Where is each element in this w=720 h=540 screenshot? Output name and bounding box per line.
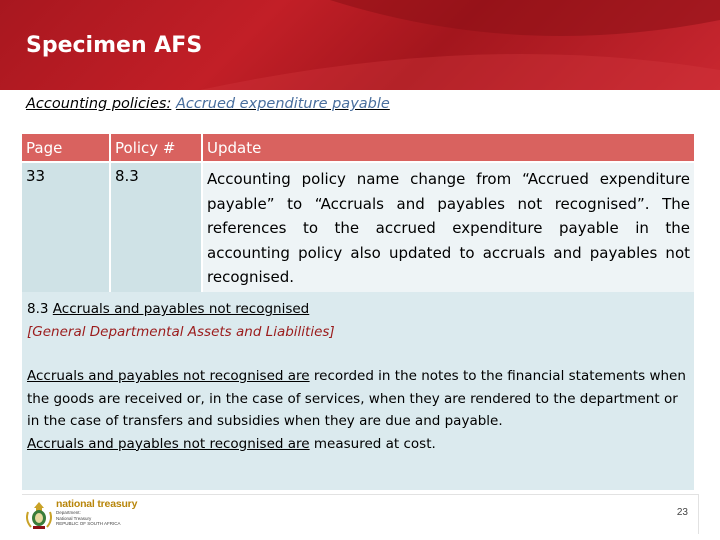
column-header-policy: Policy #	[111, 134, 203, 161]
column-header-page: Page	[22, 134, 111, 161]
note-paragraph-2	[27, 433, 689, 456]
brand-line-2: National Treasury	[56, 515, 92, 521]
note-term-1: Accruals and payables not recognised are	[27, 368, 310, 384]
update-text: Accounting policy name change from “Accrued expenditure payable” to “Accruals and payables not recognised”. The references to the accrued expenditure payable in the accounting policy also updated to accruals and payables not recognised.	[207, 170, 690, 286]
policy-update-table	[22, 134, 694, 292]
note-term-2: Accruals and payables not recognised are	[27, 435, 310, 452]
note-tag: [General Departmental Assets and Liabilities]	[27, 323, 335, 340]
cell-policy: 8.3	[111, 161, 203, 292]
footer-divider	[22, 494, 698, 495]
page-number: 23	[676, 507, 688, 518]
brand-name: national treasury	[56, 498, 138, 510]
coat-of-arms-icon	[22, 500, 56, 530]
note-text-1: recorded in the notes to the financial statements when the goods are received or, in the case of services, when they are rendered to the department or in the case of transfers and subsidies when they are due and payable.	[27, 368, 686, 429]
header-banner	[0, 0, 720, 90]
footer-divider-vertical	[698, 494, 699, 534]
note-heading: Accruals and payables not recognised	[52, 301, 310, 317]
subtitle-lead: Accounting policies:	[26, 96, 172, 112]
subtitle-topic: Accrued expenditure payable	[175, 96, 390, 112]
note-heading-line	[27, 298, 689, 321]
brand-line-3: REPUBLIC OF SOUTH AFRICA	[56, 521, 121, 526]
note-text-2: measured at cost.	[309, 435, 436, 452]
national-treasury-logo	[56, 498, 137, 527]
note-paragraph-1	[27, 365, 689, 433]
spacer	[27, 343, 689, 365]
section-subtitle	[26, 96, 390, 112]
cell-update	[203, 161, 694, 292]
policy-note-box	[22, 292, 694, 490]
cell-page: 33	[22, 161, 111, 292]
brand-line-1: Department:	[56, 510, 81, 515]
table-header-row	[22, 134, 694, 161]
table-row	[22, 161, 694, 292]
note-number: 8.3	[27, 301, 49, 317]
page-title: Specimen AFS	[26, 33, 203, 58]
column-header-update: Update	[203, 134, 694, 161]
